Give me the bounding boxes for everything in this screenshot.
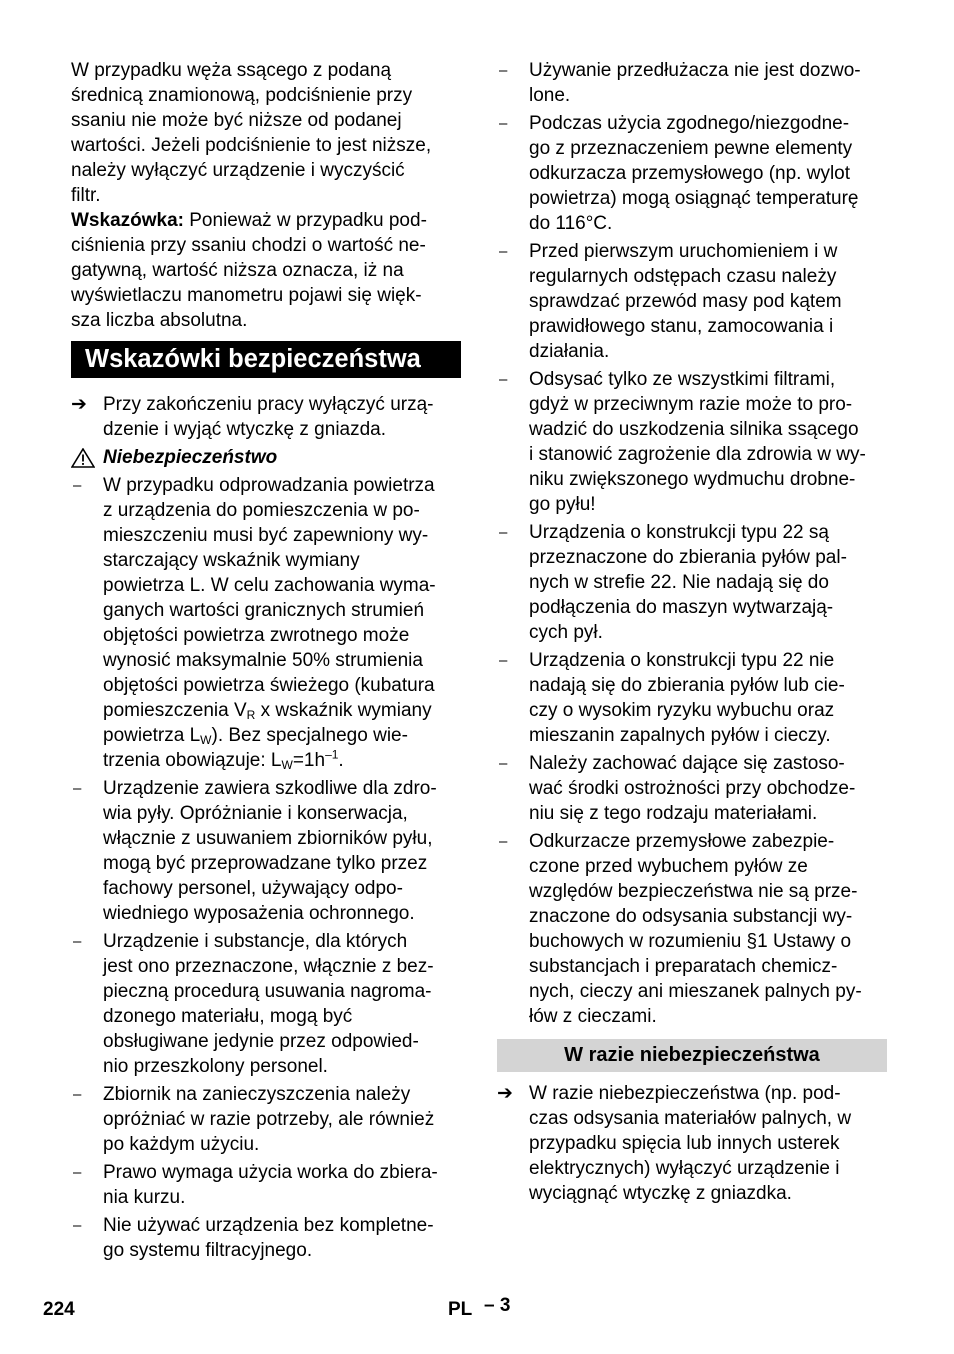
text-line: cych pył. [529,622,603,643]
dash-bullet: – [73,1164,82,1181]
text-line: niku zwiększonego wydmuchu drobne- [529,469,856,490]
dash-bullet: – [499,524,508,541]
text-line: Używanie przedłużacza nie jest dozwo- [529,60,861,81]
text-line: odkurzacza przemysłowego (np. wylot [529,163,851,184]
text-line: ciśnienia przy ssaniu chodzi o wartość ne- [71,235,426,256]
text-line: względów bezpieczeństwa nie są prze- [529,881,858,902]
list-item [71,929,461,1079]
list-item [497,367,887,517]
text-line: nych w strefie 22. Nie nadają się do [529,572,829,593]
text-line: objętości powietrza świeżego (kubatura [103,675,435,696]
section-heading-emergency: W razie niebezpieczeństwa [497,1039,887,1072]
text-line: Przed pierwszym uruchomieniem i w [529,241,838,262]
right-arrow-icon: ➔ [71,394,87,415]
note-label: Wskazówka: [71,210,184,231]
right-column [497,58,887,1209]
right-dash-list [497,58,887,1029]
text-line: prawidłowego stanu, zamocowania i [529,316,834,337]
section-page: – 3 [484,1295,511,1316]
list-item [497,829,887,1029]
text-line: Odsysać tylko ze wszystkimi filtrami, [529,369,836,390]
text-line: powietrza L. W celu zachowania wyma- [103,575,436,596]
text-line: buchowych w rozumieniu §1 Ustawy o [529,931,852,952]
section-heading-safety: Wskazówki bezpieczeństwa [71,341,461,378]
text-line: sza liczba absolutna. [71,310,248,331]
text-line: mieszanin zapalnych pyłów i cieczy. [529,725,831,746]
dash-bullet: – [499,652,508,669]
text-line: Urządzenie zawiera szkodliwe dla zdro- [103,778,437,799]
text-line: go systemu filtracyjnego. [103,1240,313,1261]
text-line: wyciągnąć wtyczkę z gniazdka. [529,1183,792,1204]
text-line: W przypadku odprowadzania powietrza [103,475,435,496]
text-line: i stanowić zagrożenie dla zdrowia w wy- [529,444,866,465]
dash-bullet: – [499,371,508,388]
text-line: przypadku spięcia lub innych usterek [529,1133,840,1154]
text-line: znaczone do odsysania substancji wy- [529,906,853,927]
text-line: pomieszczenia $V_R$ x wskaźnik wymiany [103,700,432,722]
text-line: do 116°C. [529,213,613,234]
text-line: Prawo wymaga użycia worka do zbiera- [103,1162,438,1183]
dash-bullet: – [499,243,508,260]
arrow-item [497,1081,887,1206]
text-line: działania. [529,341,610,362]
text-line: powietrza) mogą osiągnąć temperaturę [529,188,859,209]
text-line: Przy zakończeniu pracy wyłączyć urzą- [103,394,434,415]
dash-bullet: – [73,1217,82,1234]
text-line: W razie niebezpieczeństwa (np. pod- [529,1083,841,1104]
text-line: mogą być przeprowadzane tylko przez [103,853,428,874]
text-line: łów z cieczami. [529,1006,657,1027]
text-line: wia pyły. Opróżnianie i konserwacja, [103,803,408,824]
text-line: wyświetlaczu manometru pojawi się więk- [71,285,422,306]
left-column [71,58,461,1266]
language-code: PL [448,1299,473,1320]
text-line: dzonego materiału, mogą być [103,1006,353,1027]
dash-bullet: – [499,833,508,850]
list-item [71,776,461,926]
list-item [71,1160,461,1210]
text-line: go z przeznaczeniem pewne elementy [529,138,853,159]
list-item [497,520,887,645]
dash-bullet: – [499,62,508,79]
text-line: Urządzenie i substancje, dla których [103,931,408,952]
text-line: wiedniego wyposażenia ochronnego. [103,903,415,924]
text-line: Podczas użycia zgodnego/niezgodne- [529,113,850,134]
text-line: W przypadku węża ssącego z podaną [71,60,392,81]
text-line: mieszczeniu musi być zapewniony wy- [103,525,429,546]
list-item [497,111,887,236]
text-line: po każdym użyciu. [103,1134,260,1155]
list-item [497,648,887,748]
text-line: wynosić maksymalnie 50% strumienia [103,650,423,671]
text-line: Odkurzacze przemysłowe zabezpie- [529,831,835,852]
text-line: gdyż w przeciwnym razie może to pro- [529,394,853,415]
dash-bullet: – [73,477,82,494]
text-line: Zbiornik na zanieczyszczenia należy [103,1084,411,1105]
list-item [497,58,887,108]
text-line: włącznie z usuwaniem zbiorników pyłu, [103,828,433,849]
text-line: trzenia obowiązuje: $L_W=1h^{-1}$. [103,747,344,772]
text-line: Urządzenia o konstrukcji typu 22 są [529,522,829,543]
dash-bullet: – [73,780,82,797]
text-line [71,208,461,233]
left-dash-list [71,776,461,1263]
text-line: starczający wskaźnik wymiany [103,550,360,571]
text-line: jest ono przeznaczone, włącznie z bez- [103,956,434,977]
dash-bullet: – [499,115,508,132]
text-line: substancjach i preparatach chemicz- [529,956,838,977]
danger-label-row [71,445,461,470]
intro-paragraph [71,58,461,208]
text-line: przeznaczone do zbierania pyłów pal- [529,547,847,568]
danger-label: Niebezpieczeństwo [103,447,278,468]
text-line: sprawdzać przewód masy pod kątem [529,291,842,312]
list-item [71,1082,461,1157]
warning-triangle-icon [71,448,95,468]
text-line: go pyłu! [529,494,596,515]
text-line: powietrza $L_W$). Bez specjalnego wie- [103,725,408,747]
note-text: Ponieważ w przypadku pod- [183,210,427,231]
page-number: 224 [43,1299,75,1320]
text-line: objętości powietrza zwrotnego może [103,625,410,646]
text-line: regularnych odstępach czasu należy [529,266,837,287]
text-line: elektrycznych) wyłączyć urządzenie i [529,1158,840,1179]
text-line: nych, cieczy ani mieszanek palnych py- [529,981,862,1002]
text-line: czas odsysania materiałów palnych, w [529,1108,852,1129]
text-line: nia kurzu. [103,1187,186,1208]
text-line: Nie używać urządzenia bez kompletne- [103,1215,434,1236]
text-line: podłączenia do maszyn wytwarzają- [529,597,834,618]
note-paragraph [71,208,461,333]
list-item [71,473,461,773]
text-line: z urządzenia do pomieszczenia w po- [103,500,420,521]
text-line: lone. [529,85,571,106]
text-line: Należy zachować dające się zastoso- [529,753,845,774]
list-item [497,239,887,364]
text-line: wać środki ostrożności przy obchodze- [529,778,856,799]
dash-bullet: – [73,1086,82,1103]
text-line: należy wyłączyć urządzenie i wyczyścić [71,160,405,181]
text-line: czy o wysokim ryzyku wybuchu oraz [529,700,835,721]
dash-bullet: – [499,755,508,772]
text-line: czone przed wybuchem pyłów ze [529,856,808,877]
text-line: pieczną procedurą usuwania nagroma- [103,981,432,1002]
text-line: nio przeszkolony personel. [103,1056,328,1077]
text-line: nadają się do zbierania pyłów lub cie- [529,675,845,696]
text-line: średnicą znamionową, podciśnienie przy [71,85,413,106]
text-line: wartości. Jeżeli podciśnienie to jest niższe, [71,135,432,156]
text-line: dzenie i wyjąć wtyczkę z gniazda. [103,419,387,440]
text-line: ganych wartości granicznych strumień [103,600,425,621]
text-line: wadzić do uszkodzenia silnika ssącego [529,419,859,440]
text-line: Urządzenia o konstrukcji typu 22 nie [529,650,835,671]
dash-bullet: – [73,933,82,950]
list-item [71,1213,461,1263]
list-item [497,751,887,826]
arrow-item [71,392,461,442]
text-line: filtr. [71,185,101,206]
text-line: ssaniu nie może być niższe od podanej [71,110,402,131]
text-line: opróżniać w razie potrzeby, ale również [103,1109,435,1130]
text-line: obsługiwane jedynie przez odpowied- [103,1031,419,1052]
text-line: fachowy personel, używający odpo- [103,878,403,899]
right-arrow-icon: ➔ [497,1083,513,1104]
text-line: niu się z tego rodzaju materiałami. [529,803,818,824]
text-line: gatywną, wartość niższa oznacza, iż na [71,260,404,281]
